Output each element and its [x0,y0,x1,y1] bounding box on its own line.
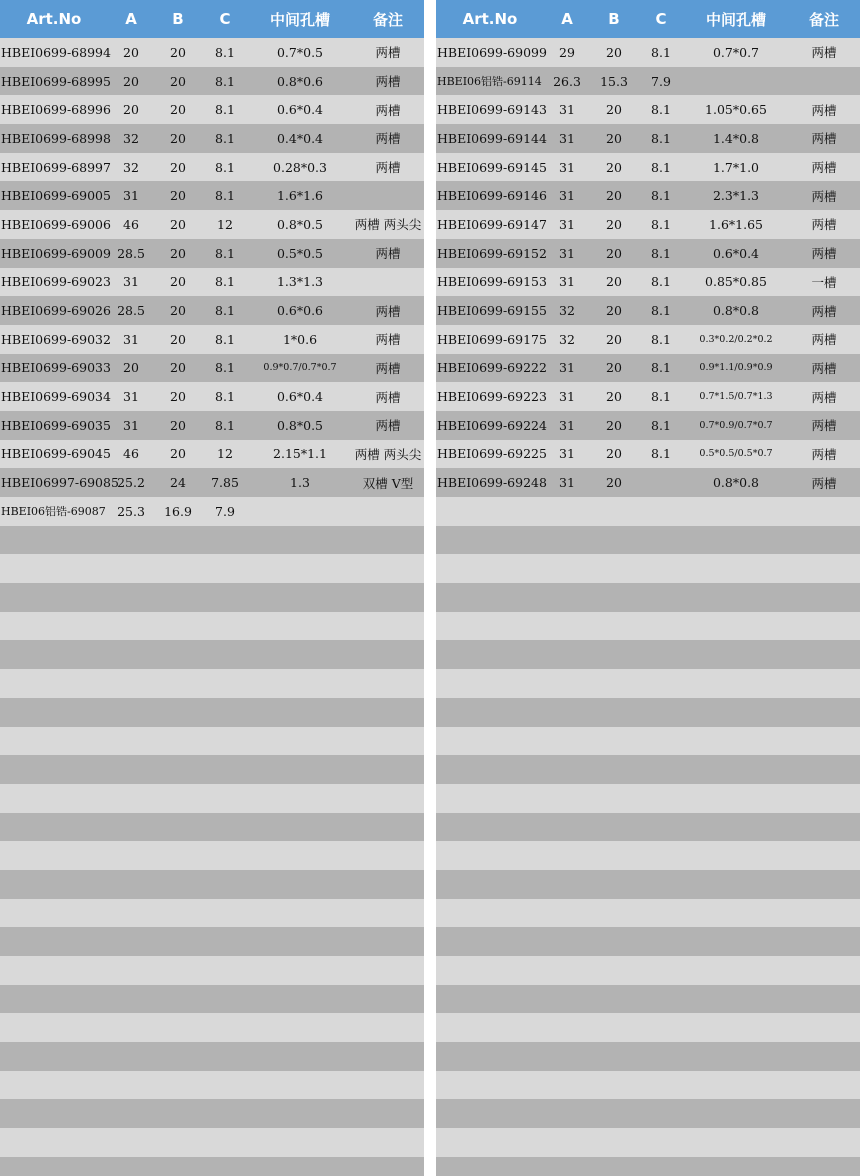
table-row [436,440,860,469]
cell-note: 两槽 [375,418,401,434]
table-row [0,268,424,297]
cell-hole-slot: 1.05*0.65 [705,102,767,118]
cell-c: 8.1 [651,303,671,319]
table-row [0,210,424,239]
table-row [0,440,424,469]
cell-art-no: HBEI0699-69143 [437,102,547,118]
cell-b: 20 [606,303,622,319]
cell-c: 8.1 [651,216,671,232]
cell-note: 两槽 两头尖 [354,446,422,462]
empty-row [0,698,424,727]
empty-row [436,698,860,727]
cell-note: 两槽 [811,332,837,348]
empty-row [436,956,860,985]
cell-art-no: HBEI0699-69222 [437,360,547,376]
cell-art-no: HBEI0699-69034 [1,389,111,405]
empty-row [0,1013,424,1042]
cell-note: 两槽 [375,45,401,61]
cell-c: 8.1 [215,188,235,204]
cell-a: 46 [123,216,139,232]
cell-b: 20 [170,360,186,376]
cell-note: 双槽 V型 [362,475,414,491]
cell-b: 20 [606,389,622,405]
cell-c: 8.1 [651,446,671,462]
cell-note: 两槽 [811,217,837,233]
table-row [436,382,860,411]
cell-c: 8.1 [651,331,671,347]
table-row [0,38,424,67]
empty-row [0,554,424,583]
cell-a: 31 [559,188,575,204]
cell-c: 8.1 [651,44,671,60]
cell-hole-slot: 0.6*0.4 [712,245,759,261]
cell-b: 20 [606,130,622,146]
cell-hole-slot: 0.6*0.4 [276,102,323,118]
cell-hole-slot: 2.3*1.3 [712,188,759,204]
empty-row [0,841,424,870]
empty-row [436,1128,860,1157]
cell-hole-slot: 1.6*1.6 [276,188,323,204]
header-a: A [561,10,573,28]
cell-c: 7.9 [215,503,235,519]
header-a: A [125,10,137,28]
cell-note: 两槽 [375,246,401,262]
cell-art-no: HBEI06铝锆-69114 [437,75,542,89]
cell-a: 20 [123,44,139,60]
cell-a: 31 [559,245,575,261]
cell-note: 两槽 [811,446,837,462]
cell-art-no: HBEI0699-69032 [1,331,111,347]
table-row [436,468,860,497]
cell-a: 31 [123,389,139,405]
empty-row [0,526,424,555]
cell-hole-slot: 0.9*0.7/0.7*0.7 [263,362,337,374]
cell-art-no: HBEI0699-69152 [437,245,547,261]
table-row [436,411,860,440]
empty-row [436,727,860,756]
cell-c: 12 [217,216,233,232]
cell-hole-slot: 0.6*0.6 [276,303,323,319]
right-table-body [436,38,860,1176]
header-c: C [219,10,231,28]
table-row [436,38,860,67]
cell-c: 8.1 [651,159,671,175]
cell-a: 25.3 [117,503,145,519]
header-b: B [608,10,620,28]
cell-note: 两槽 [811,418,837,434]
header-hole-slot: 中间孔槽 [269,10,330,29]
cell-note: 一槽 [811,274,837,290]
cell-art-no: HBEI0699-69099 [437,44,547,60]
left-table-body [0,38,424,1176]
cell-c: 8.1 [651,360,671,376]
cell-c: 8.1 [215,159,235,175]
cell-note: 两槽 [375,332,401,348]
table-row [436,95,860,124]
cell-b: 20 [170,389,186,405]
cell-c: 7.9 [651,73,671,89]
table-row [436,325,860,354]
empty-row [436,583,860,612]
cell-b: 20 [170,303,186,319]
cell-note: 两槽 [375,303,401,319]
cell-c: 8.1 [651,389,671,405]
empty-row [0,755,424,784]
cell-art-no: HBEI0699-69006 [1,216,111,232]
empty-row [436,497,860,526]
cell-a: 28.5 [117,245,145,261]
cell-art-no: HBEI0699-69144 [437,130,547,146]
header-note: 备注 [808,10,839,29]
cell-hole-slot: 1.6*1.65 [709,216,763,232]
cell-a: 31 [559,446,575,462]
cell-c: 8.1 [651,130,671,146]
empty-row [0,784,424,813]
table-row [0,239,424,268]
cell-a: 28.5 [117,303,145,319]
cell-art-no: HBEI0699-68996 [1,102,111,118]
empty-row [436,1157,860,1176]
cell-a: 31 [559,389,575,405]
cell-b: 20 [170,73,186,89]
cell-b: 20 [606,44,622,60]
cell-note: 两槽 [375,74,401,90]
cell-art-no: HBEI0699-69009 [1,245,111,261]
table-row [0,296,424,325]
empty-row [0,1128,424,1157]
cell-note: 两槽 [811,360,837,376]
cell-b: 20 [606,417,622,433]
table-row [436,181,860,210]
right-table [436,0,860,1176]
empty-row [0,1157,424,1176]
cell-a: 32 [123,130,139,146]
cell-note: 两槽 [811,45,837,61]
cell-c: 8.1 [215,331,235,347]
empty-row [436,755,860,784]
cell-hole-slot: 0.6*0.4 [276,389,323,405]
cell-hole-slot: 1.3*1.3 [276,274,323,290]
empty-row [436,669,860,698]
cell-b: 20 [170,216,186,232]
empty-row [0,899,424,928]
cell-b: 20 [606,245,622,261]
table-row [0,181,424,210]
cell-c: 8.1 [215,303,235,319]
cell-a: 20 [123,360,139,376]
cell-a: 31 [559,475,575,491]
empty-row [436,841,860,870]
cell-note: 两槽 [375,160,401,176]
cell-note: 两槽 [811,131,837,147]
cell-b: 20 [606,475,622,491]
table-row [436,153,860,182]
empty-row [436,927,860,956]
cell-art-no: HBEI0699-69145 [437,159,547,175]
cell-b: 20 [170,417,186,433]
cell-art-no: HBEI0699-69045 [1,446,111,462]
cell-hole-slot: 0.7*1.5/0.7*1.3 [699,391,773,403]
table-row [0,67,424,96]
cell-b: 20 [170,159,186,175]
cell-c: 8.1 [215,73,235,89]
cell-b: 20 [606,188,622,204]
header-art-no: Art.No [26,10,82,28]
cell-c: 8.1 [215,360,235,376]
cell-hole-slot: 0.5*0.5/0.5*0.7 [699,448,773,460]
cell-art-no: HBEI0699-69248 [437,475,547,491]
cell-c: 8.1 [215,389,235,405]
cell-hole-slot: 2.15*1.1 [273,446,327,462]
cell-c: 8.1 [651,245,671,261]
cell-art-no: HBEI0699-69147 [437,216,547,232]
cell-a: 31 [559,216,575,232]
cell-art-no: HBEI0699-69155 [437,303,547,319]
cell-a: 32 [559,303,575,319]
cell-a: 32 [123,159,139,175]
empty-row [436,784,860,813]
empty-row [436,985,860,1014]
cell-note: 两槽 [375,102,401,118]
empty-row [0,956,424,985]
cell-art-no: HBEI0699-69225 [437,446,547,462]
cell-art-no: HBEI0699-69146 [437,188,547,204]
cell-a: 26.3 [553,73,581,89]
cell-b: 15.3 [600,73,628,89]
cell-a: 31 [123,274,139,290]
cell-b: 20 [606,216,622,232]
cell-hole-slot: 0.3*0.2/0.2*0.2 [699,333,773,345]
cell-art-no: HBEI0699-69175 [437,331,547,347]
cell-a: 31 [123,417,139,433]
cell-hole-slot: 1.3 [290,475,310,491]
cell-c: 8.1 [651,188,671,204]
empty-row [436,1013,860,1042]
left-table [0,0,424,1176]
table-row [0,95,424,124]
empty-row [436,526,860,555]
cell-note: 两槽 [811,389,837,405]
cell-a: 31 [559,130,575,146]
cell-b: 24 [170,475,186,491]
cell-b: 20 [606,102,622,118]
cell-b: 20 [170,44,186,60]
cell-c: 8.1 [215,274,235,290]
cell-b: 20 [170,331,186,347]
cell-hole-slot: 0.7*0.7 [712,44,759,60]
cell-hole-slot: 0.8*0.8 [712,475,759,491]
table-row [436,268,860,297]
cell-b: 16.9 [164,503,192,519]
cell-art-no: HBEI0699-68998 [1,130,111,146]
cell-art-no: HBEI0699-69223 [437,389,547,405]
header-note: 备注 [372,10,403,29]
empty-row [436,612,860,641]
empty-row [436,1099,860,1128]
table-row [0,497,424,526]
cell-a: 29 [559,44,575,60]
cell-hole-slot: 1.7*1.0 [712,159,759,175]
cell-a: 25.2 [117,475,145,491]
cell-art-no: HBEI0699-69033 [1,360,111,376]
cell-a: 31 [123,331,139,347]
cell-hole-slot: 0.7*0.9/0.7*0.7 [699,419,773,431]
cell-art-no: HBEI0699-69005 [1,188,111,204]
empty-row [0,1099,424,1128]
cell-b: 20 [606,274,622,290]
empty-row [0,669,424,698]
cell-b: 20 [606,159,622,175]
cell-b: 20 [170,446,186,462]
cell-note: 两槽 [811,475,837,491]
cell-hole-slot: 0.9*1.1/0.9*0.9 [699,362,773,374]
cell-hole-slot: 0.85*0.85 [705,274,767,290]
table-row [0,325,424,354]
cell-hole-slot: 0.8*0.5 [276,216,323,232]
cell-note: 两槽 [375,360,401,376]
cell-b: 20 [606,360,622,376]
cell-b: 20 [170,188,186,204]
cell-c: 8.1 [215,417,235,433]
cell-art-no: HBEI0699-68994 [1,44,111,60]
cell-note: 两槽 [811,160,837,176]
cell-art-no: HBEI0699-69224 [437,417,547,433]
empty-row [436,1042,860,1071]
cell-c: 8.1 [215,245,235,261]
empty-row [436,1071,860,1100]
cell-a: 31 [559,159,575,175]
cell-hole-slot: 1*0.6 [282,331,318,347]
cell-art-no: HBEI0699-69023 [1,274,111,290]
cell-art-no: HBEI0699-68995 [1,73,111,89]
cell-c: 8.1 [651,274,671,290]
cell-a: 31 [559,417,575,433]
cell-hole-slot: 0.8*0.8 [712,303,759,319]
header-art-no: Art.No [462,10,518,28]
header-b: B [172,10,184,28]
table-row [436,124,860,153]
table-row [436,239,860,268]
cell-c: 7.85 [211,475,239,491]
empty-row [436,554,860,583]
table-row [0,411,424,440]
cell-art-no: HBEI0699-69035 [1,417,111,433]
header-hole-slot: 中间孔槽 [705,10,766,29]
cell-hole-slot: 0.7*0.5 [276,44,323,60]
table-header [0,0,424,38]
empty-row [0,640,424,669]
cell-art-no: HBEI06铝锆-69087 [1,505,106,519]
empty-row [436,899,860,928]
cell-b: 20 [606,331,622,347]
table-header [436,0,860,38]
empty-row [0,1042,424,1071]
cell-hole-slot: 1.4*0.8 [712,130,759,146]
table-row [0,153,424,182]
cell-note: 两槽 两头尖 [354,217,422,233]
cell-b: 20 [170,274,186,290]
cell-art-no: HBEI06997-69085 [1,475,119,491]
cell-a: 31 [559,360,575,376]
cell-note: 两槽 [375,389,401,405]
cell-c: 8.1 [215,130,235,146]
table-row [0,354,424,383]
table-row [436,296,860,325]
empty-row [0,985,424,1014]
table-row [0,468,424,497]
cell-a: 46 [123,446,139,462]
header-c: C [655,10,667,28]
cell-art-no: HBEI0699-68997 [1,159,111,175]
empty-row [436,813,860,842]
cell-c: 8.1 [215,44,235,60]
table-row [0,382,424,411]
table-row [436,67,860,96]
cell-c: 12 [217,446,233,462]
cell-art-no: HBEI0699-69153 [437,274,547,290]
cell-a: 31 [559,274,575,290]
table-row [0,124,424,153]
empty-row [0,870,424,899]
cell-note: 两槽 [811,102,837,118]
cell-hole-slot: 0.5*0.5 [276,245,323,261]
empty-row [0,927,424,956]
cell-a: 31 [559,102,575,118]
cell-a: 32 [559,331,575,347]
cell-hole-slot: 0.28*0.3 [273,159,327,175]
cell-note: 两槽 [375,131,401,147]
table-row [436,210,860,239]
cell-c: 8.1 [651,417,671,433]
empty-row [0,612,424,641]
cell-a: 20 [123,73,139,89]
cell-a: 31 [123,188,139,204]
cell-c: 8.1 [215,102,235,118]
table-row [436,354,860,383]
cell-note: 两槽 [811,188,837,204]
empty-row [0,583,424,612]
empty-row [0,1071,424,1100]
empty-row [436,870,860,899]
cell-c: 8.1 [651,102,671,118]
cell-note: 两槽 [811,303,837,319]
cell-hole-slot: 0.8*0.6 [276,73,323,89]
empty-row [0,727,424,756]
empty-row [0,813,424,842]
cell-b: 20 [170,102,186,118]
empty-row [436,640,860,669]
cell-b: 20 [606,446,622,462]
cell-note: 两槽 [811,246,837,262]
cell-hole-slot: 0.4*0.4 [276,130,323,146]
cell-a: 20 [123,102,139,118]
cell-hole-slot: 0.8*0.5 [276,417,323,433]
cell-art-no: HBEI0699-69026 [1,303,111,319]
cell-b: 20 [170,130,186,146]
cell-b: 20 [170,245,186,261]
